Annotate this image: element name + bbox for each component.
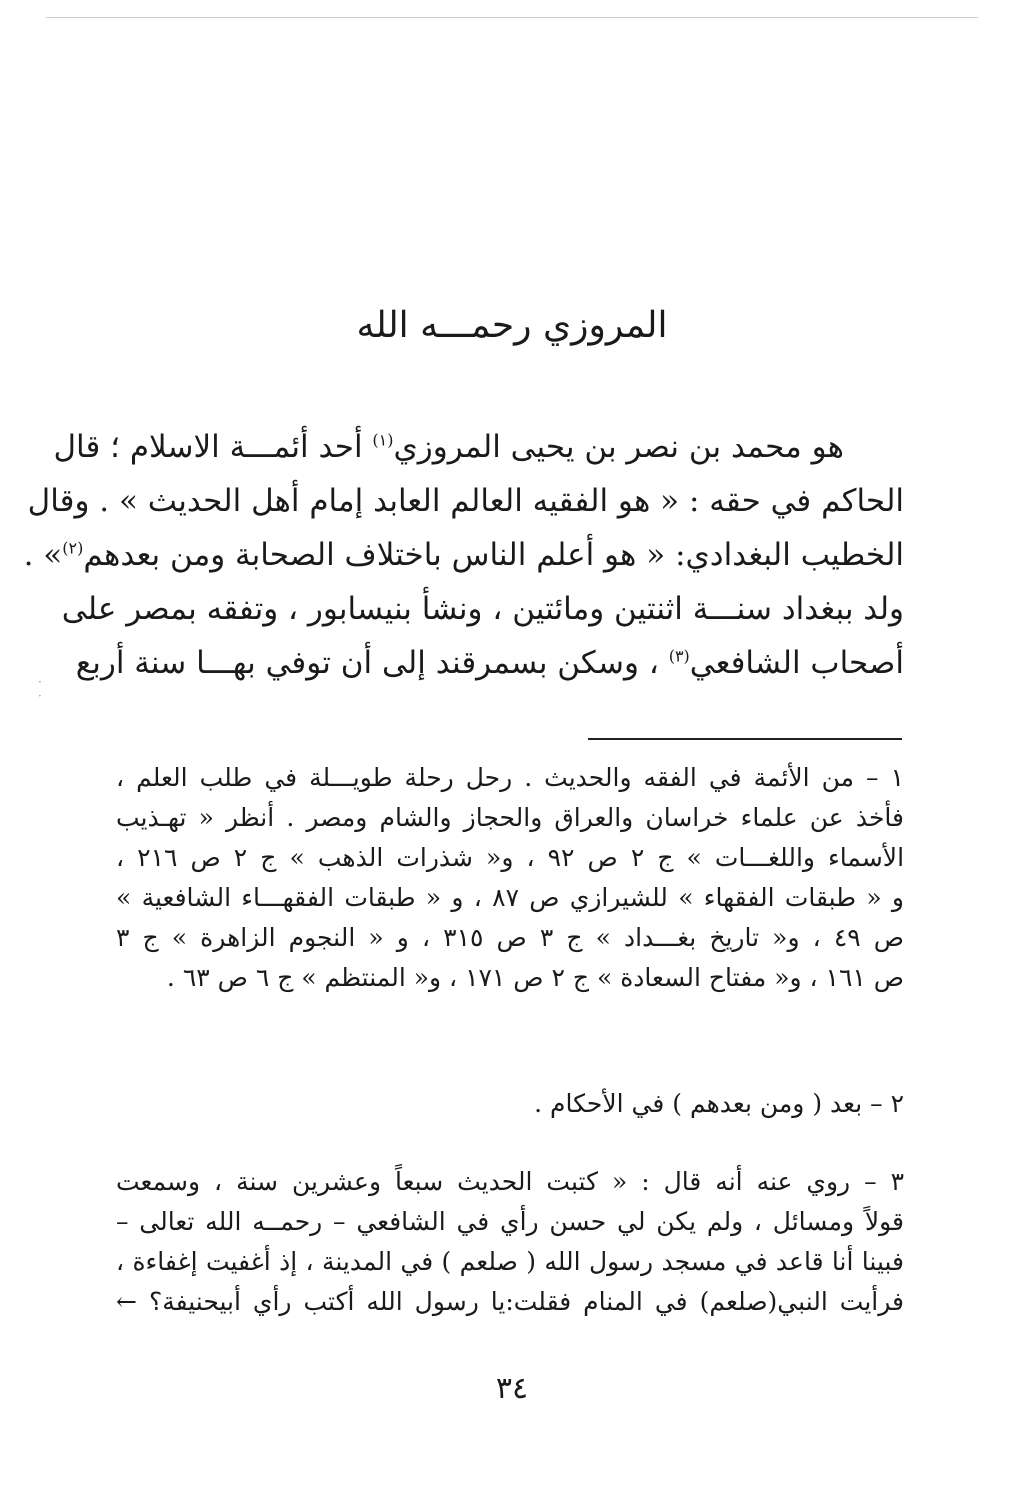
footnote-line: فرأيت النبي(صلعم) في المنام فقلت:يا رسول الله أكتب رأي أبيحنيفة؟ ← — [116, 1287, 904, 1316]
body-line: هو محمد بن نصر بن يحيى المروزي$^{(١)}$ أحد أئمـــة الاسلام ؛ قال — [53, 429, 844, 465]
footnote-line: ٢ – بعد ( ومن بعدهم ) في الأحكام . — [534, 1089, 904, 1118]
footnote-1 — [116, 758, 904, 998]
footnote-3 — [116, 1162, 904, 1322]
body-line: أصحاب الشافعي$^{(٣)}$ ، وسكن بسمرقند إلى أن توفي بهـــا سنة أربع — [75, 645, 904, 681]
footnote-line: فبينا أنا قاعد في مسجد رسول الله ( صلعم ) في المدينة ، إذ أغفيت إغفاءة ، — [116, 1247, 904, 1276]
footnote-line: الأسماء واللغـــات » ج ٢ ص ٩٢ ، و« شذرات الذهب » ج ٢ ص ٢١٦ ، — [116, 843, 905, 872]
footnote-line: و « طبقات الفقهاء » للشيرازي ص ٨٧ ، و « طبقات الفقهـــاء الشافعية » — [116, 883, 904, 912]
footnote-line: ١ – من الأئمة في الفقه والحديث . رحل رحلة طويـــلة في طلب العلم ، — [116, 763, 904, 792]
footnote-line: ٣ – روي عنه أنه قال : « كتبت الحديث سبعاً وعشرين سنة ، وسمعت — [116, 1167, 904, 1196]
footnote-line: ص ٤٩ ، و« تاريخ بغـــداد » ج ٣ ص ٣١٥ ، و « النجوم الزاهرة » ج ٣ — [116, 923, 905, 952]
page-number: ٣٤ — [495, 1371, 529, 1406]
footnote-marker: (٣) — [668, 646, 690, 666]
footnote-line: ص ١٦١ ، و« مفتاح السعادة » ج ٢ ص ١٧١ ، و« المنتظم » ج ٦ ص ٦٣ . — [166, 963, 904, 992]
body-line: ولد ببغداد سنـــة اثنتين ومائتين ، ونشأ بنيسابور ، وتفقه بمصر على — [61, 591, 904, 627]
footnote-marker: (١) — [372, 430, 394, 450]
footnote-marker: (٢) — [62, 538, 84, 558]
body-line: الحاكم في حقه : « هو الفقيه العالم العابد إمام أهل الحديث » . وقال — [27, 483, 904, 519]
margin-speck: · · — [38, 675, 42, 703]
main-paragraph — [23, 420, 904, 690]
body-line: الخطيب البغدادي: « هو أعلم الناس باختلاف الصحابة ومن بعدهم$^{(٢)}$» . — [23, 537, 904, 573]
page-title: المروزي رحمـــه الله — [356, 305, 668, 346]
footnote-separator — [588, 738, 902, 740]
top-divider — [46, 17, 978, 18]
footnote-line: فأخذ عن علماء خراسان والعراق والحجاز والشام ومصر . أنظر « تهـذيب — [116, 803, 904, 832]
footnote-line: قولاً ومسائل ، ولم يكن لي حسن رأي في الشافعي – رحمــه الله تعالى – — [116, 1207, 904, 1236]
footnote-2 — [116, 1084, 904, 1124]
